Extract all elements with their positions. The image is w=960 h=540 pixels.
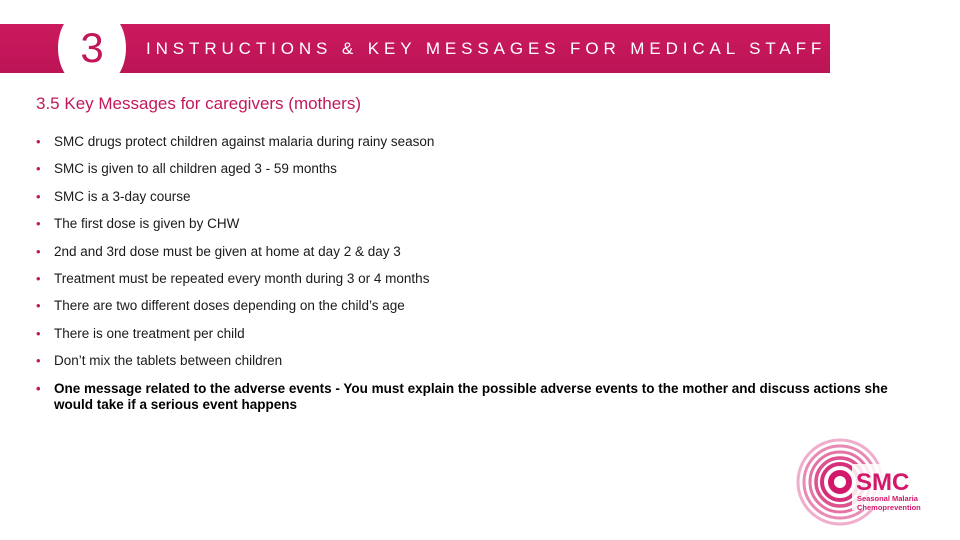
list-item [36,161,916,177]
bullet-marker: • [36,216,41,232]
list-item-text: SMC is a 3-day course [54,188,191,204]
bullet-marker: • [36,298,41,314]
list-item [36,353,916,369]
logo-line1: Seasonal Malaria [857,494,918,503]
key-messages-list [36,134,916,424]
bullet-marker: • [36,380,41,396]
list-item-text: Don’t mix the tablets between children [54,353,283,369]
bullet-marker: • [36,161,41,177]
section-number: 3 [80,24,104,71]
smc-logo [796,434,936,530]
list-item-text: Treatment must be repeated every month during 3 or 4 months [54,270,430,286]
bullet-marker: • [36,270,41,286]
bullet-marker: • [36,134,41,149]
section-number-badge [58,12,126,84]
list-item-text: 2nd and 3rd dose must be given at home at day 2 & day 3 [54,243,401,259]
smc-logo-graphic [796,434,936,530]
bullet-marker: • [36,325,41,341]
list-item-text: SMC drugs protect children against malaria during rainy season [54,134,435,149]
bullet-marker: • [36,353,41,369]
bullet-marker: • [36,243,41,259]
logo-acronym: SMC [856,469,910,496]
list-item [36,271,916,287]
list-item-text: SMC is given to all children aged 3 - 59 months [54,161,337,177]
section-subtitle: 3.5 Key Messages for caregivers (mothers) [36,94,362,113]
header-title: INSTRUCTIONS & KEY MESSAGES FOR MEDICAL STAFF [146,39,827,58]
list-item [36,244,916,260]
list-item [36,134,916,150]
list-item [36,326,916,342]
list-item [36,381,916,413]
logo-line2: Chemoprevention [857,503,921,512]
bullet-marker: • [36,188,41,204]
list-item-text: One message related to the adverse events - You must explain the possible adverse events to the mother and discuss actions she would take if a serious event happens [54,380,888,412]
list-item [36,298,916,314]
list-item-text: The first dose is given by CHW [54,216,240,232]
list-item [36,189,916,205]
list-item [36,216,916,232]
list-item-text: There are two different doses depending on the child’s age [54,298,405,314]
list-item-text: There is one treatment per child [54,325,245,341]
